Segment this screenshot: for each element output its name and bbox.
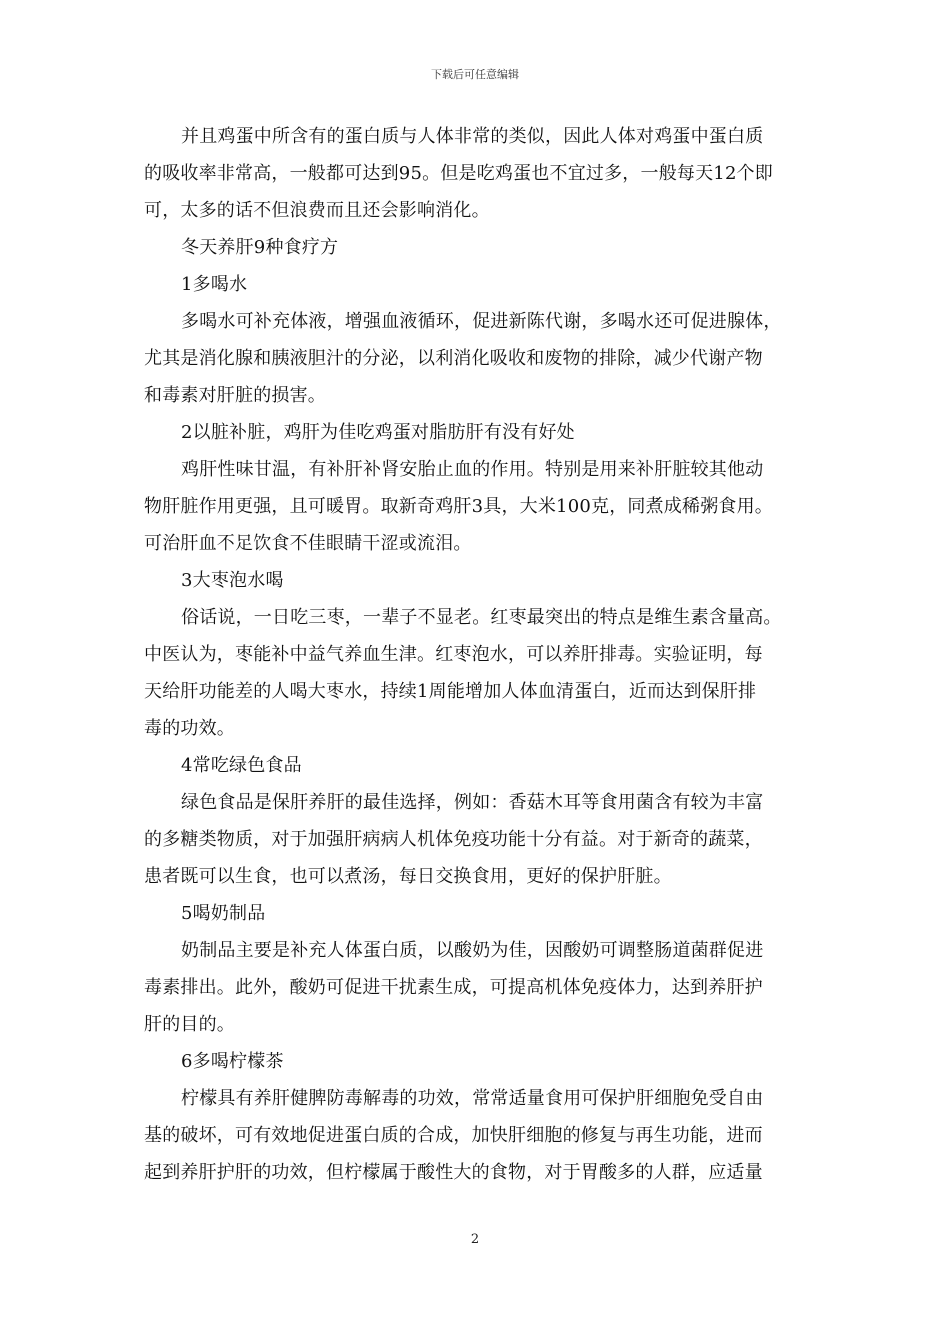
text-line: 毒的功效。	[144, 718, 235, 739]
text-line: 物肝脏作用更强，且可暖胃。取新奇鸡肝3具，大米100克，同煮成稀粥食用。	[144, 496, 774, 517]
text-line: 毒素排出。此外，酸奶可促进干扰素生成，可提高机体免疫体力，达到养肝护	[144, 977, 763, 998]
page-header: 下载后可任意编辑	[431, 68, 519, 81]
text-line: 并且鸡蛋中所含有的蛋白质与人体非常的类似，因此人体对鸡蛋中蛋白质	[181, 126, 764, 147]
text-line: 基的破坏，可有效地促进蛋白质的合成，加快肝细胞的修复与再生功能，进而	[144, 1125, 763, 1146]
text-line: 和毒素对肝脏的损害。	[144, 385, 326, 406]
text-line: 奶制品主要是补充人体蛋白质，以酸奶为佳，因酸奶可调整肠道菌群促进	[181, 940, 764, 961]
text-line: 柠檬具有养肝健脾防毒解毒的功效，常常适量食用可保护肝细胞免受自由	[181, 1088, 764, 1109]
text-line: 的吸收率非常高，一般都可达到95。但是吃鸡蛋也不宜过多，一般每天12个即	[144, 163, 774, 184]
text-line: 1多喝水	[181, 274, 248, 295]
text-line: 肝的目的。	[144, 1014, 235, 1035]
text-line: 起到养肝护肝的功效，但柠檬属于酸性大的食物，对于胃酸多的人群，应适量	[144, 1162, 763, 1183]
text-line: 6多喝柠檬茶	[181, 1051, 284, 1072]
text-line: 中医认为，枣能补中益气养血生津。红枣泡水，可以养肝排毒。实验证明，每	[144, 644, 763, 665]
text-line: 2以脏补脏，鸡肝为佳吃鸡蛋对脂肪肝有没有好处	[181, 422, 575, 443]
text-line: 天给肝功能差的人喝大枣水，持续1周能增加人体血清蛋白，近而达到保肝排	[144, 681, 757, 702]
body-text	[144, 118, 808, 1191]
text-line: 4常吃绿色食品	[181, 755, 302, 776]
text-line: 3大枣泡水喝	[181, 570, 284, 591]
text-line: 冬天养肝9种食疗方	[181, 237, 339, 258]
text-line: 可，太多的话不但浪费而且还会影响消化。	[144, 200, 490, 221]
text-line: 多喝水可补充体液，增强血液循环，促进新陈代谢，多喝水还可促进腺体，	[181, 311, 782, 332]
text-line: 的多糖类物质，对于加强肝病病人机体免疫功能十分有益。对于新奇的蔬菜，	[144, 829, 763, 850]
text-line: 鸡肝性味甘温，有补肝补肾安胎止血的作用。特别是用来补肝脏较其他动	[181, 459, 764, 480]
text-line: 俗话说，一日吃三枣，一辈子不显老。红枣最突出的特点是维生素含量高。	[181, 607, 782, 628]
text-line: 5喝奶制品	[181, 903, 266, 924]
text-line: 可治肝血不足饮食不佳眼睛干涩或流泪。	[144, 533, 472, 554]
text-line: 绿色食品是保肝养肝的最佳选择，例如：香菇木耳等食用菌含有较为丰富	[181, 792, 764, 813]
page-number: 2	[470, 1232, 480, 1247]
text-line: 患者既可以生食，也可以煮汤，每日交换食用，更好的保护肝脏。	[144, 866, 672, 887]
text-line: 尤其是消化腺和胰液胆汁的分泌，以利消化吸收和废物的排除，减少代谢产物	[144, 348, 763, 369]
